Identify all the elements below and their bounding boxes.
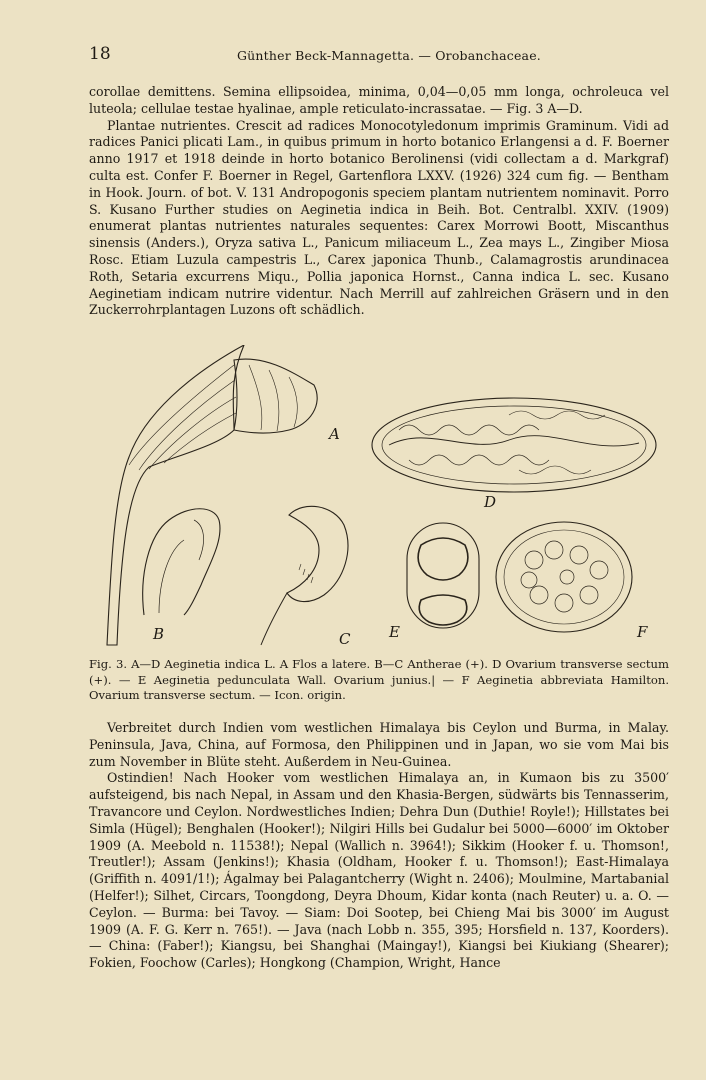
flower-side-view-drawing <box>107 345 317 645</box>
page-header <box>89 44 667 68</box>
anther-c-drawing <box>261 506 348 645</box>
figure-3 <box>89 345 669 650</box>
ovary-section-drawing <box>372 398 656 492</box>
top-paragraph-2: Plantae nutrientes. Crescit ad radices Monocotyledonum imprimis Graminum. Vidi ad radices Panici plicati Lam., in quibus primum in horto botanico Erlangensi a d. F. Boerner anno 1917 et 1918 deinde in horto botanico Berolinensi (vidi collectam a d. Markgraf) culta est. Confer F. Boerner in Regel, Gartenflora LXXV. (1926) 324 cum fig. — Bentham in Hook. Journ. of bot. V. 131 Andropogonis speciem plantam nutrientem nominavit. Porro S. Kusano Further studies on Aeginetia indica in Beih. Bot. Centralbl. XXIV. (1909) enumerat plantas nutrientes naturales sequentes: Carex Morrowi Boott, Miscanthus sinensis (Anders.), Oryza sativa L., Panicum miliaceum L., Zea mays L., Zingiber Miosa Rosc. Etiam Luzula campestris L., Carex japonica Thunb., Calamagrostis arundinacea Roth, Setaria excurrens Miqu., Pollia japonica Hornst., Canna indica L. sec. Kusano Aeginetiam indicam nutrire videntur. Nach Merrill auf zahlreichen Gräsern und in den Zuckerrohrplantagen Luzons oft schädlich. <box>89 117 669 318</box>
figure-label-a: A <box>329 425 340 443</box>
ovary-f-drawing <box>496 522 632 632</box>
top-paragraph-1: corollae demittens. Semina ellipsoidea, minima, 0,04—0,05 mm longa, ochroleuca vel luteola; cellulae testae hyalinae, ample reticulato-incrassatae. — Fig. 3 A—D. <box>89 84 669 116</box>
figure-label-f: F <box>637 623 648 641</box>
figure-caption-text: Fig. 3. A—D Aeginetia indica L. A Flos a latere. B—C Antherae (+). D Ovarium transverse sectum (+). — E Aeginetia pedunculata Wall. Ovarium junius.| — F Aeginetia abbreviata Hamilton. Ovarium transverse sectum. — Icon. origin. <box>89 657 669 703</box>
figure-illustration <box>89 345 669 650</box>
anther-b-drawing <box>143 509 220 615</box>
top-text-block <box>89 84 669 319</box>
running-title: Günther Beck-Mannagetta. — Orobanchaceae. <box>237 48 541 63</box>
bottom-text-block <box>89 720 669 972</box>
figure-label-e: E <box>389 623 400 641</box>
bottom-paragraph-1: Verbreitet durch Indien vom westlichen Himalaya bis Ceylon und Burma, in Malay. Peninsula, Java, China, auf Formosa, den Philippinen und in Japan, wo sie vom Mai bis zum November in Blüte steht. Außerdem in Neu-Guinea. <box>89 720 669 769</box>
page-number: 18 <box>89 44 111 64</box>
figure-label-d: D <box>484 493 497 511</box>
figure-caption <box>89 657 669 704</box>
figure-label-b: B <box>153 625 165 643</box>
ovary-e-drawing <box>407 523 479 628</box>
figure-label-c: C <box>339 630 351 648</box>
bottom-paragraph-2: Ostindien! Nach Hooker vom westlichen Himalaya an, in Kumaon bis zu 3500′ aufsteigend, bis nach Nepal, in Assam und den Khasia-Bergen, südwärts bis Tennasserim, Travancore und Ceylon. Nordwestliches Indien; Dehra Dun (Duthie! Royle!); Hillstates bei Simla (Hügel); Benghalen (Hooker!); Nilgiri Hills bei Gudalur bei 5000—6000′ im Oktober 1909 (A. Meebold n. 11538!); Nepal (Wallich n. 3964!); Sikkim (Hooker f. u. Thomson!, Treutler!); Assam (Jenkins!); Khasia (Oldham, Hooker f. u. Thomson!); East-Himalaya (Griffith n. 4091/1!); Ágalmay bei Palagantcherry (Wight n. 2406); Moulmine, Martabanial (Helfer!); Silhet, Circars, Toongdong, Deyra Dhoum, Kidar konta (nach Reuter) u. a. O. — Ceylon. — Burma: bei Tavoy. — Siam: Doi Sootep, bei Chieng Mai bis 3000′ im August 1909 (A. F. G. Kerr n. 765!). — Java (nach Lobb n. 355, 395; Horsfield n. 137, Koorders). — China: (Faber!); Kiangsu, bei Shanghai (Maingay!), Kiangsi bei Kiukiang (Shearer); Fokien, Foochow (Carles); Hongkong (Champion, Wright, Hance <box>89 770 669 971</box>
